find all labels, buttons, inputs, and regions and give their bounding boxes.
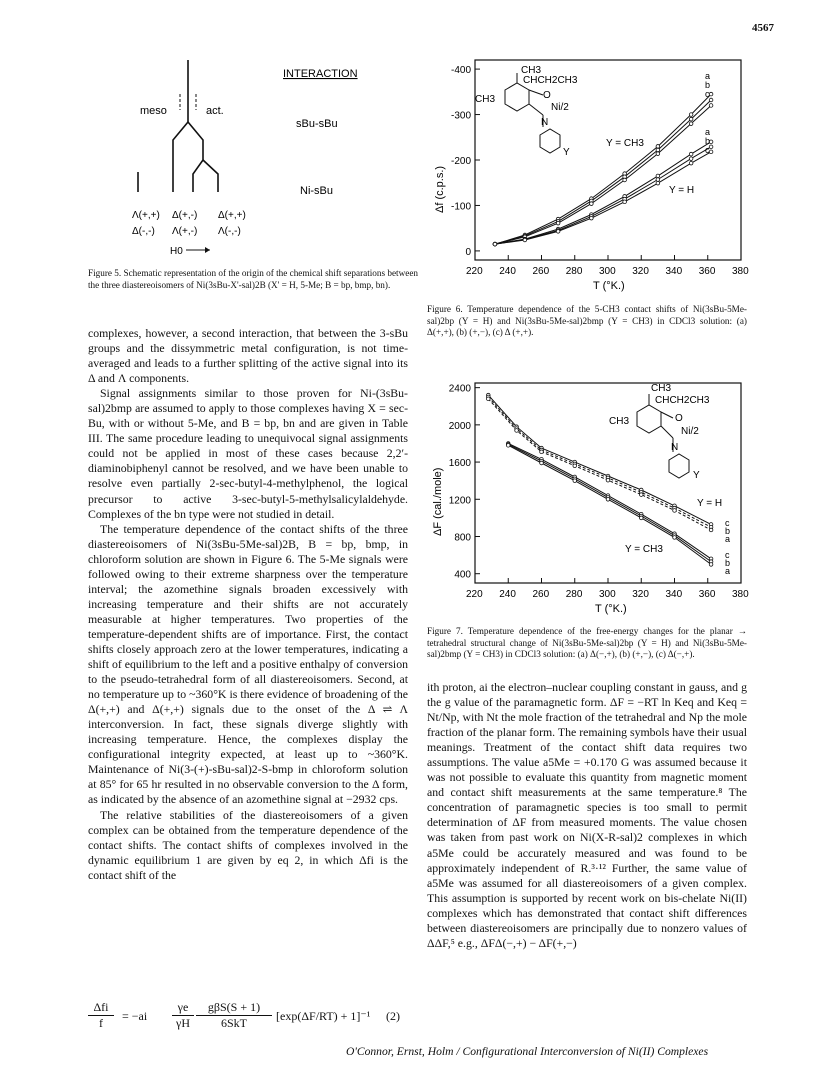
fig6-struct-ch3b: CH3	[475, 94, 496, 105]
fig5-iso-r1-3: Δ(+,+)	[218, 210, 246, 221]
fig7-struct-chch2ch3: CHCH2CH3	[655, 395, 710, 406]
eq-gamma-e: γe	[172, 1000, 194, 1016]
left-para-3: The temperature dependence of the contact shifts of the three diastereoisomers of Ni(3sBu-5Me-sal)2B, B = bp, bmp, in chloroform solution are shown in Figure 6. The 5-Me signals were followed owing to their extreme sharpness over the temperature interval; the azomethine signals broaden excessively with increasing temperature and their shifts are not accurately measurable at higher temperatures. Two properties of the temperature-dependent shifts are of importance. First, the contact shifts closely approach zero at the lower temperatures, indicating a shift of equilibrium to the left and a positive enthalpy of conversion to the pseudo-tetrahedral form of all diastereoisomers. Second, at no temperature up to ~360°K is there evidence of broadening of the Δ(+,+) and Δ(+,+) signals due to the onset of the Δ ⇌ Λ interconversion. In fact, these signals diverge slightly with increasing temperature. Hence, the complexes display the configurational integrity expected, at least up to ~360°K. Maintenance of Ni(3-(+)-sBu-sal)2-S-bmp in chloroform solution at 85° for 65 hr resulted in no observable conversion to the Δ form, as indicated by the absence of an azomethine signal at −2932 cps.	[88, 521, 408, 807]
fig6-point-2-4	[623, 178, 627, 182]
fig7-ytick-label-2400: 2400	[448, 383, 471, 395]
fig7-ring2	[669, 454, 689, 478]
fig7-xtick-label-300: 300	[599, 589, 616, 600]
fig6-struct-n: N	[541, 117, 549, 128]
fig6-point-0-7	[709, 92, 713, 96]
fig7-point-5-0	[506, 444, 510, 448]
fig7-struct-n: N	[671, 442, 679, 453]
fig6-point-5-2	[556, 230, 560, 234]
fig6-xtick-label-260: 260	[532, 266, 550, 277]
right-para-1: ith proton, ai the electron–nuclear coupling constant in gauss, and g the g value of the paramagnetic form. ΔF = −RT ln Keq and Keq = Nt/Np, with Nt the mole fraction of the tetrahedral and Np the mole fraction of the planar form. The remaining symbols have their usual meanings. Treatment of the contact shift data requires two assumptions. The value a5Me = +0.170 G was assumed because it was not possible to evaluate this quantity from magnetic moment and contact shift measurements at the same temperature.⁸ The concentration of paramagnetic species is too small to permit determination of ΔF from measured moments. The value chosen was taken from past work on Ni(X-R-sal)2 complexes in which a5Me could be accurately measured and was found to be approximately independent of R.³·¹² Further, the same value of a5Me was assumed for all diastereoisomers of a given complex. This assumption is supported by recent work on bis-chelate Ni(II) complexes which has demonstrated that contact shift differences between diastereoisomers are principally due to nonzero values of ΔΔF,⁵ e.g., ΔFΔ(−,+) − ΔF(+,−)	[427, 680, 747, 950]
fig5-iso-r2-3: Λ(-,-)	[218, 226, 241, 237]
fig5-act-label: act.	[206, 105, 224, 117]
fig6-series-c-top: c	[705, 89, 710, 99]
fig5-iso-r1-1: Λ(+,+)	[132, 210, 160, 221]
fig6-series-line-0	[495, 94, 711, 244]
fig6-xlabel: T (°K.)	[593, 280, 625, 292]
fig7-struct-ch3b: CH3	[609, 416, 630, 427]
fig6-label-yh: Y = H	[669, 185, 695, 196]
fig6-xtick-label-240: 240	[499, 266, 516, 277]
fig7-point-5-5	[673, 536, 677, 540]
fig7-struct-ni: Ni/2	[681, 426, 699, 437]
fig7-point-2-2	[540, 450, 544, 454]
fig5-iso-r1-2: Δ(+,-)	[172, 210, 198, 221]
fig6-ring2	[540, 129, 560, 153]
left-para-4: The relative stabilities of the diastereoisomers of a given complex can be obtained from the temperature dependence of the contact shifts. The contact shifts of complexes involved in the dynamic equilibrium 1 are given by eq 2, in which Δfi is the contact shift of the	[88, 807, 408, 882]
fig6-xtick-label-380: 380	[732, 266, 749, 277]
fig6-point-5-3	[590, 216, 594, 220]
fig5-act-branch-right	[203, 160, 218, 192]
fig6-ytick-label--300: -300	[450, 110, 471, 122]
fig6-xtick-label-340: 340	[665, 266, 683, 277]
fig7-ytick-label-800: 800	[454, 532, 471, 544]
fig6-point-3-6	[689, 152, 693, 156]
fig5-ni-sbu-label: Ni-sBu	[300, 185, 334, 197]
fig7-series-b-top: b	[725, 526, 731, 536]
fig6-point-2-5	[656, 152, 660, 156]
fig7-xtick-label-380: 380	[732, 589, 749, 600]
left-para-2: Signal assignments similar to those proven for Ni-(3sBu-sal)2bmp are assumed to apply to those complexes having X = sec-Bu, with or without 5-Me, and B = bp, bn and are given in Table III. The same procedure leading to unequivocal signal assignments could not be applied in most of these cases because 2,2′-diaminobiphenyl cannot be resolved, and we have been unable to resolve even partially 2-sec-butyl-4-methylphenol, the logical precursor to active 3-sec-butyl-5-methylsalicylaldehyde. Complexes of the bn type were not studied in detail.	[88, 386, 408, 521]
fig6-point-5-7	[709, 150, 713, 154]
fig7-xlabel: T (°K.)	[595, 603, 627, 615]
eq-number: (2)	[386, 1009, 400, 1023]
fig7-xtick-label-320: 320	[632, 589, 649, 600]
fig7-point-5-4	[639, 516, 643, 520]
eq-lhs-num: Δfi	[88, 1000, 114, 1016]
fig6-point-0-5	[656, 145, 660, 149]
fig7-ytick-label-2000: 2000	[448, 420, 471, 432]
fig6-point-2-6	[689, 122, 693, 126]
fig7-series-a-top: a	[725, 534, 731, 544]
right-column	[427, 680, 747, 951]
fig7-ytick-label-1200: 1200	[448, 495, 471, 507]
fig7-point-2-3	[573, 464, 577, 468]
fig6-series-a-top: a	[705, 71, 711, 81]
fig7-ytick-label-400: 400	[454, 569, 471, 581]
fig7-frame	[475, 383, 741, 583]
fig5-h0-label: H0	[170, 246, 183, 257]
fig5-h0-arrowhead	[205, 247, 210, 253]
fig7-xtick-label-260: 260	[532, 589, 550, 600]
fig6-point-2-3	[590, 202, 594, 206]
equation-2	[88, 1000, 408, 1036]
fig7-xtick-label-360: 360	[698, 589, 716, 600]
fig7-point-2-0	[487, 397, 491, 401]
fig7-series-b-bot: b	[725, 558, 731, 568]
fig6-xtick-label-280: 280	[565, 266, 583, 277]
fig5-meso-branch	[173, 122, 188, 192]
fig6-series-b-top: b	[705, 80, 711, 90]
fig6-ring1	[505, 83, 529, 111]
fig7-point-5-2	[573, 479, 577, 483]
fig7-point-2-7	[709, 528, 713, 532]
fig6-ytick-label-0: 0	[465, 246, 471, 258]
fig7-ytick-label-1600: 1600	[448, 458, 471, 470]
fig6-series-c-bot: c	[705, 145, 710, 155]
fig6-point-5-4	[623, 200, 627, 204]
fig6-frame	[475, 60, 741, 260]
fig7-point-2-1	[515, 429, 519, 433]
fig7-point-2-5	[639, 493, 643, 497]
fig6-xtick-label-320: 320	[632, 266, 649, 277]
fig5-iso-r2-1: Δ(-,-)	[132, 226, 155, 237]
fig6-ytick-label--200: -200	[450, 156, 471, 167]
figure6-caption: Figure 6. Temperature dependence of the 5-CH3 contact shifts of Ni(3sBu-5Me-sal)2bp (Y = H) and Ni(3sBu-5Me-sal)2bmp (Y = CH3) in CDCl3 solution: (a) Δ(+,+), (b) (+,−), (c) Δ (+,+).	[427, 304, 747, 338]
fig6-point-1-7	[709, 98, 713, 102]
fig7-point-5-6	[709, 563, 713, 567]
fig6-struct-o: O	[543, 90, 551, 101]
fig6-struct-y: Y	[563, 147, 570, 158]
fig6-ylabel: Δf (c.p.s.)	[434, 165, 446, 213]
fig7-series-c-bot: c	[725, 550, 730, 560]
fig6-xtick-label-300: 300	[599, 266, 616, 277]
fig7-label-yh: Y = H	[697, 498, 723, 509]
eq-frac-num: gβS(S + 1)	[196, 1000, 272, 1016]
fig7-point-5-3	[606, 497, 610, 501]
figure7-chart	[425, 378, 750, 618]
figure5-caption: Figure 5. Schematic representation of the origin of the chemical shift separations between the three diastereoisomers of Ni(3sBu-X'-sal)2B (X' = H, 5-Me; B = bp, bmp, bn).	[88, 268, 418, 290]
fig7-series-a-bot: a	[725, 566, 731, 576]
fig7-series-line-5	[508, 445, 711, 564]
fig7-point-5-1	[540, 461, 544, 465]
page-number: 4567	[752, 22, 774, 34]
eq-tail: [exp(ΔF/RT) + 1]⁻¹	[276, 1009, 371, 1023]
fig7-label-ych3: Y = CH3	[625, 544, 663, 555]
fig5-meso-label: meso	[140, 105, 167, 117]
figure6-chart	[425, 55, 750, 295]
left-para-1: complexes, however, a second interaction, that between the 3-sBu groups and the dissymmetric metal configuration, is not time-averaged and leads to a further splitting of the active signal into its Δ and Λ components.	[88, 326, 408, 386]
fig6-point-5-6	[689, 161, 693, 165]
fig6-series-line-5	[495, 152, 711, 244]
fig7-ring1	[637, 405, 661, 433]
fig7-point-2-6	[673, 509, 677, 513]
fig6-point-5-0	[493, 242, 497, 246]
fig5-act-branch-left	[188, 122, 203, 192]
fig6-struct-chch2ch3: CHCH2CH3	[523, 75, 578, 86]
eq-minus-ai: = −ai	[122, 1009, 148, 1023]
figure5-diagram	[118, 52, 418, 262]
fig6-point-0-6	[689, 113, 693, 117]
fig6-point-2-2	[556, 221, 560, 225]
fig6-point-2-7	[709, 104, 713, 108]
figure7-caption: Figure 7. Temperature dependence of the free-energy changes for the planar → tetrahedral structural change of Ni(3sBu-5Me-sal)2bp (Y = H) and Ni(3sBu-5Me-sal)2bmp (Y = CH3) in CDCl3 solution: (a) Δ(−,+), (b) (+,−), (c) Δ(−,+).	[427, 626, 747, 660]
eq-gamma-h: γH	[176, 1016, 190, 1030]
fig6-point-5-1	[523, 238, 527, 242]
eq-frac-den: 6SkT	[220, 1016, 247, 1030]
fig7-series-c-top: c	[725, 518, 730, 528]
fig6-label-ych3: Y = CH3	[606, 138, 644, 149]
fig7-xtick-label-280: 280	[565, 589, 583, 600]
eq-lhs-den: f	[99, 1016, 103, 1030]
fig6-point-1-6	[689, 117, 693, 121]
fig7-struct-y: Y	[693, 470, 700, 481]
fig5-interaction-label: INTERACTION	[283, 68, 358, 80]
fig7-ylabel: ΔF (cal./mole)	[432, 467, 444, 536]
fig7-point-2-4	[606, 478, 610, 482]
fig6-point-4-5	[656, 178, 660, 182]
fig6-point-5-5	[656, 181, 660, 185]
fig6-point-4-6	[689, 157, 693, 161]
fig6-series-b-bot: b	[705, 136, 711, 146]
fig6-point-3-5	[656, 174, 660, 178]
fig7-xtick-label-340: 340	[665, 589, 683, 600]
fig5-sbu-sbu-label: sBu-sBu	[296, 118, 338, 130]
fig6-xtick-label-220: 220	[466, 266, 483, 277]
fig7-xtick-label-220: 220	[466, 589, 483, 600]
fig6-series-a-bot: a	[705, 127, 711, 137]
running-footer: O'Connor, Ernst, Holm / Configurational Interconversion of Ni(II) Complexes	[346, 1045, 709, 1058]
fig6-point-1-5	[656, 148, 660, 152]
fig6-xtick-label-360: 360	[698, 266, 716, 277]
fig6-struct-ch3a: CH3	[521, 65, 542, 76]
fig6-struct-ni: Ni/2	[551, 102, 569, 113]
fig7-struct-ch3a: CH3	[651, 383, 672, 394]
left-column	[88, 326, 408, 883]
fig7-xtick-label-240: 240	[499, 589, 516, 600]
fig6-series-line-1	[495, 100, 711, 244]
fig6-ytick-label--400: -400	[450, 65, 471, 77]
fig6-ytick-label--100: -100	[450, 201, 471, 213]
fig5-iso-r2-2: Λ(+,-)	[172, 226, 198, 237]
fig7-struct-o: O	[675, 413, 683, 424]
